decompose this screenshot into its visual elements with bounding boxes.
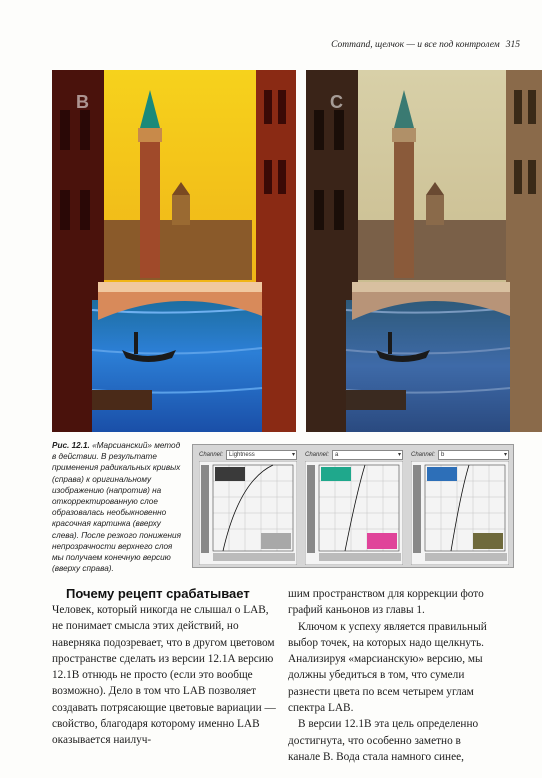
photo-version-c <box>306 70 542 432</box>
channel-select[interactable] <box>332 450 403 460</box>
running-title: Command, щелчок — и все под контролем <box>331 40 500 50</box>
venice-photo-saturated <box>52 70 296 432</box>
figure-caption-text: «Марсианский» метод в действии. В результате применения радикальных кривых (справа) к оригинальному изображению (напротив) на откорректированную слое образовалась необыкновенно красочная картинка (вверху слева). После резкого понижения непрозрачности верхнего слоя мы получаем конечную версию (вверху справа). <box>52 441 181 574</box>
channel-select[interactable] <box>226 450 297 460</box>
photo-version-b <box>52 70 296 432</box>
chevron-down-icon: ▾ <box>397 452 401 458</box>
version-letter-b: B <box>76 92 89 112</box>
channel-row <box>305 449 403 461</box>
channel-value: b <box>441 452 445 458</box>
channel-label: Channel: <box>305 452 330 458</box>
channel-row <box>199 449 297 461</box>
chevron-down-icon: ▾ <box>291 452 295 458</box>
figure-caption <box>52 440 184 574</box>
section-heading: Почему рецепт срабатывает <box>66 586 250 601</box>
curve-graph-lightness[interactable] <box>199 461 297 565</box>
channel-row <box>411 449 509 461</box>
curve-graph-a[interactable] <box>305 461 403 565</box>
paragraph: шим пространством для коррекции фото графий каньонов из главы 1. <box>288 588 484 617</box>
paragraph: Человек, который никогда не слышал о LAB, не понимает смысла этих действий, но наверняка подозревает, что в другом цветовом пространстве сделать из версии 12.1A версию 12.1B отнюдь не просто (если это вообще возможно). Дело в том что LAB позволяет создавать потрясающие цветовые вариации — свойство, благодаря которому именно LAB оказывается наилуч- <box>52 604 276 747</box>
version-letter-c: C <box>330 92 343 112</box>
channel-select[interactable] <box>438 450 509 460</box>
curve-b <box>411 449 509 565</box>
figure-number: Рис. 12.1. <box>52 441 90 450</box>
channel-label: Channel: <box>199 452 224 458</box>
running-head <box>290 40 520 50</box>
paragraph: Ключом к успеху является правильный выбор точек, на которых надо щелкнуть. Анализируя «марсианскую» версию, мы должны убедиться в том, что сумели разнести цвета по всем четырем углам спектра LAB. <box>288 620 487 715</box>
text-column-left <box>52 602 278 749</box>
paragraph: В версии 12.1B эта цель определенно достигнута, что особенно заметно в канале B. Вода стала намного синее, <box>288 718 479 763</box>
channel-value: a <box>335 452 339 458</box>
curves-panel <box>192 444 514 568</box>
curve-graph-b[interactable] <box>411 461 509 565</box>
venice-photo-final <box>306 70 542 432</box>
channel-value: Lightness <box>229 452 255 458</box>
chevron-down-icon: ▾ <box>503 452 507 458</box>
curve-a <box>305 449 403 565</box>
text-column-right <box>288 586 494 765</box>
curve-lightness <box>199 449 297 565</box>
page-number: 315 <box>505 40 520 50</box>
channel-label: Channel: <box>411 452 436 458</box>
